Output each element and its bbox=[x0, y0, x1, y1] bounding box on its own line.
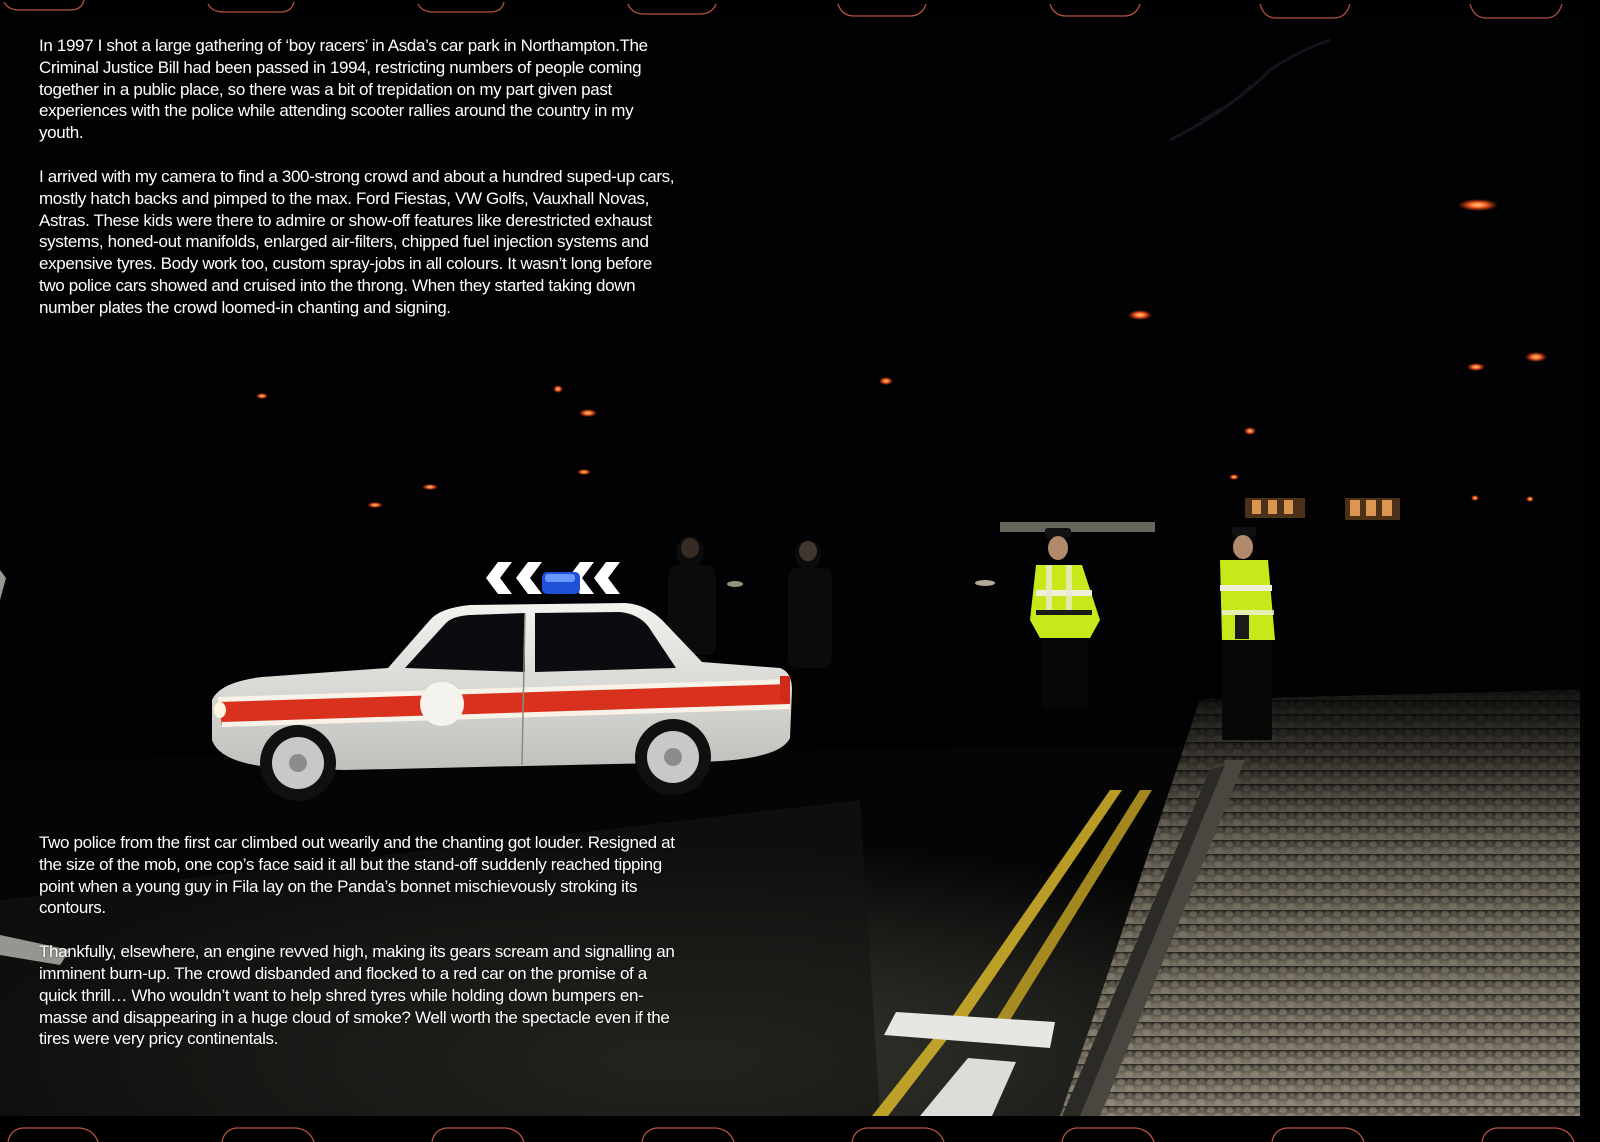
paragraph-intro: In 1997 I shot a large gathering of ‘boy racers’ in Asda’s car park in Northampton.The Criminal Justice Bill had been passed in 1994, restricting numbers of people coming together in a public place, so there was a bit of trepidation on my part given past experiences with the police while attending scooter rallies around the country in my youth. bbox=[39, 36, 648, 143]
paragraph-arrival: I arrived with my camera to find a 300-strong crowd and about a hundred suped-up cars, mostly hatch backs and pimped to the max. Ford Fiestas, VW Golfs, Vauxhall Novas, Astras. These kids were there to admire or show-off features like derestricted exhaust systems, honed-out manifolds, enlarged air-filters, chipped fuel injection systems and expensive tyres. Body work too, custom spray-jobs in all colours. It wasn’t long before two police cars showed and cruised into the throng. When they started taking down number plates the crowd loomed-in chanting and signing. bbox=[39, 166, 675, 317]
paragraph-burnup: Thankfully, elsewhere, an engine revved high, making its gears scream and signalling an imminent burn-up. The crowd disbanded and flocked to a red car on the promise of a quick thrill… Who wouldn’t want to help shred tyres while holding down bumpers en-masse and disappearing in a huge cloud of smoke? Well worth the spectacle even if the tires were very pricy continentals. bbox=[39, 942, 675, 1049]
paragraph-standoff: Two police from the first car climbed out wearily and the chanting got louder. Resigned at the size of the mob, one cop’s face said it all but the stand-off suddenly reached tipping point when a young guy in Fila lay on the Panda’s bonnet mischievously stroking its contours. bbox=[39, 833, 675, 918]
article-text-bottom bbox=[39, 832, 679, 1050]
article-text-top bbox=[39, 35, 679, 319]
